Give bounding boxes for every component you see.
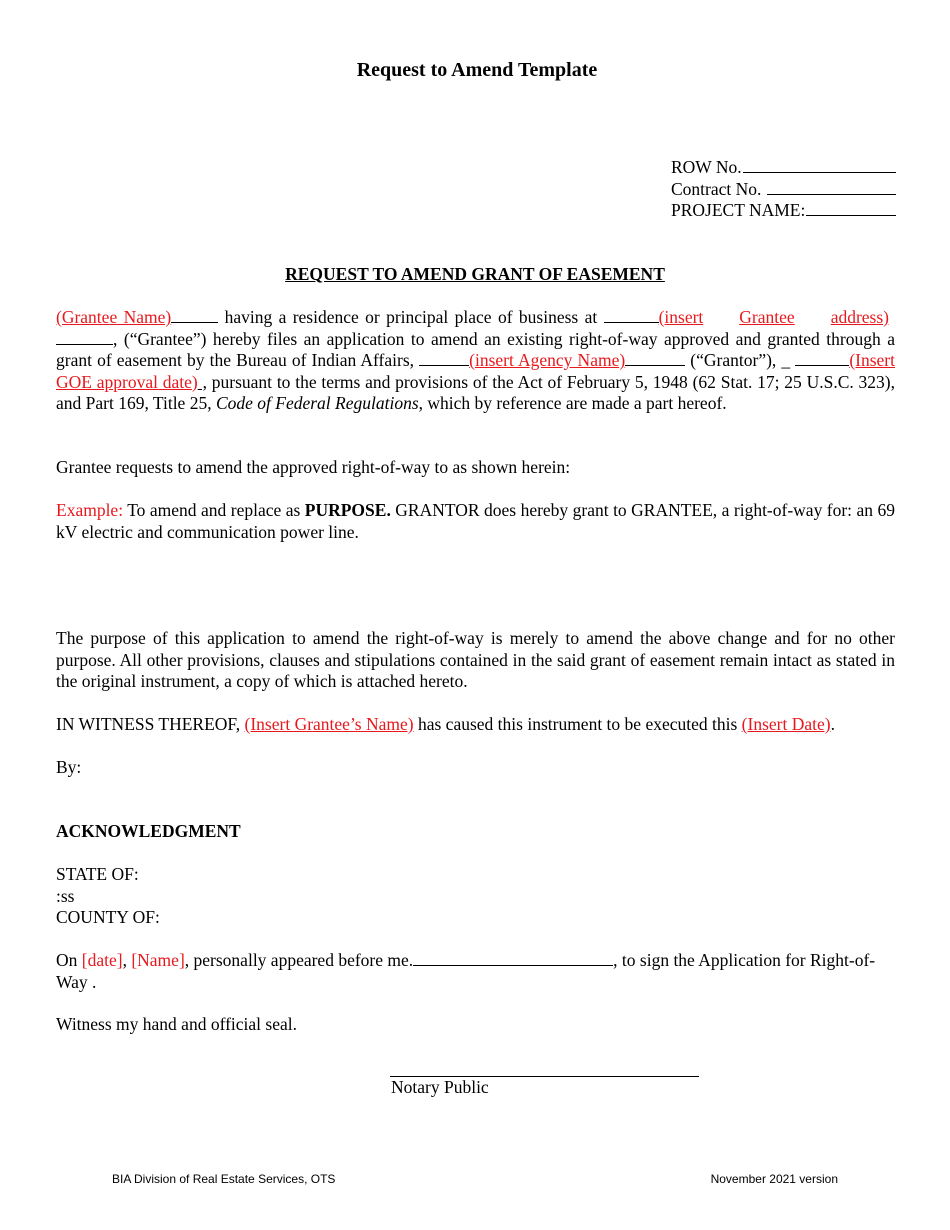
- by-label: By:: [56, 757, 82, 777]
- seal-line: Witness my hand and official seal.: [56, 1014, 297, 1034]
- intro-text-1: having a residence or principal place of business at: [218, 307, 604, 327]
- goe-date-blank[interactable]: [795, 350, 849, 366]
- intro-text-4: pursuant to the terms and provisions of the Act of February 5, 1948 (62 Stat. 17; 25 U.S.C. 323), and Part 169, Title 25,: [56, 371, 896, 413]
- witness-grantee-name-placeholder[interactable]: (Insert Grantee’s Name): [244, 714, 414, 734]
- example-label: Example:: [56, 500, 124, 520]
- agency-blank-2[interactable]: [625, 350, 685, 366]
- agency-name-placeholder[interactable]: (insert Agency Name): [469, 350, 626, 370]
- witness-line: IN WITNESS THEREOF, (Insert Grantee’s Name) has caused this instrument to be executed this (Insert Date).: [56, 714, 835, 734]
- contract-number-label: Contract No.: [671, 178, 762, 199]
- goe-date-placeholder[interactable]: (Insert GOE approval date): [56, 350, 895, 392]
- section-heading: REQUEST TO AMEND GRANT OF EASEMENT: [285, 264, 665, 284]
- project-name-label: PROJECT NAME:: [671, 200, 806, 220]
- appearance-paragraph: On [date], [Name], personally appeared before me. , to sign the Application for Right-of-Way .: [56, 950, 876, 992]
- address-blank[interactable]: [604, 307, 659, 323]
- footer-left: BIA Division of Real Estate Services, OTS: [112, 1172, 336, 1186]
- grantee-name-blank[interactable]: [171, 307, 218, 323]
- notary-public-label: Notary Public: [391, 1077, 489, 1097]
- purpose-term: PURPOSE.: [304, 500, 391, 520]
- row-number-label: ROW No.: [671, 157, 742, 177]
- contract-number-field[interactable]: [671, 179, 896, 201]
- county-of-label: COUNTY OF:: [56, 907, 160, 927]
- witness-date-placeholder[interactable]: (Insert Date): [741, 714, 831, 734]
- intro-text-3: (“Grantor”), _: [685, 350, 791, 370]
- agency-blank[interactable]: [419, 350, 469, 366]
- intro-paragraph: (Grantee Name) having a residence or principal place of business at (insert Grantee address) , (“Grantee”) hereby files an application to amend an existing right-of-way approved and granted through a grant of easement by the Bureau of Indian Affairs, (insert Agency Name) (“Grantor”), _ (Insert GOE approval date) , pursuant to the terms and provisions of the Act of February 5, 1948 (62 Stat. 17; 25 U.S.C. 323), and Part 169, Title 25, Code of Federal Regulations, which by reference are made a part hereof.: [56, 307, 896, 413]
- cfr-title: Code of Federal Regulations: [215, 393, 419, 413]
- grantee-address-placeholder[interactable]: (insert Grantee address): [658, 307, 889, 327]
- row-number-field[interactable]: [671, 157, 896, 179]
- reference-block: [671, 157, 896, 222]
- purpose-paragraph: The purpose of this application to amend the right-of-way is merely to amend the above change and for no other purpose. All other provisions, clauses and stipulations contained in the said grant of easement remain intact as stated in the original instrument, a copy of which is attached hereto.: [56, 628, 895, 691]
- ss-label: :ss: [56, 885, 75, 906]
- appearance-name-placeholder[interactable]: [Name]: [131, 950, 185, 970]
- row-number-blank[interactable]: [743, 157, 896, 173]
- address-blank-2[interactable]: [56, 329, 113, 345]
- footer-right: November 2021 version: [710, 1172, 838, 1186]
- acknowledgment-heading: ACKNOWLEDGMENT: [56, 821, 241, 841]
- contract-number-blank[interactable]: [767, 179, 896, 195]
- state-of-label: STATE OF:: [56, 864, 139, 884]
- appearance-blank[interactable]: [413, 950, 613, 966]
- project-name-field[interactable]: [671, 200, 896, 222]
- document-title: Request to Amend Template: [356, 59, 598, 81]
- grantee-name-placeholder[interactable]: (Grantee Name): [56, 307, 172, 327]
- example-paragraph: Example: To amend and replace as PURPOSE. GRANTOR does hereby grant to GRANTEE, a right-of-way for: an 69 kV electric and communication power line.: [56, 500, 895, 542]
- request-line: Grantee requests to amend the approved right-of-way to as shown herein:: [56, 457, 571, 477]
- project-name-blank[interactable]: [806, 200, 896, 216]
- intro-text-2: , (“Grantee”) hereby files an application to amend an existing right-of-way approved and granted through a grant of easement by the Bureau of Indian Affairs,: [56, 328, 895, 370]
- appearance-date-placeholder[interactable]: [date]: [81, 950, 123, 970]
- intro-text-5: , which by reference are made a part hereof.: [418, 393, 727, 413]
